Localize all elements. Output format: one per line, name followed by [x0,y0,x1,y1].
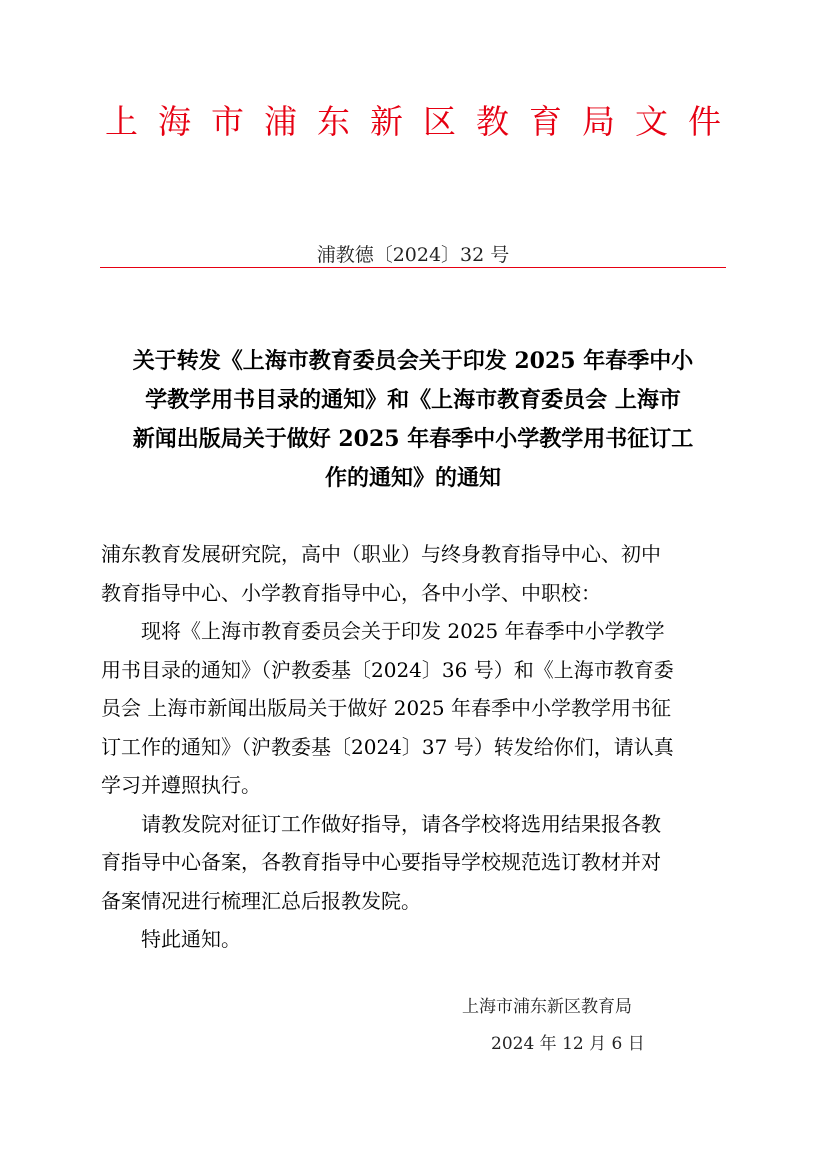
instruction-paragraph [101,805,727,921]
body-line: 用书目录的通知》（沪教委基〔2024〕36 号）和《上海市教育委 [101,657,674,682]
signature-date: 2024 年 12 月 6 日 [491,1034,645,1054]
title-line: 学教学用书目录的通知》和《上海市教育委员会 上海市 [145,387,681,413]
document-title [100,342,726,498]
title-line: 关于转发《上海市教育委员会关于印发 2025 年春季中小 [132,348,694,374]
closing-line: 特此通知。 [141,927,241,951]
issuer-header: 上海市浦东新区教育局文件 [105,102,741,141]
title-line: 作的通知》的通知 [324,465,501,491]
body-line: 育指导中心备案，各教育指导中心要指导学校规范选订教材并对 [101,850,661,874]
body-line: 备案情况进行梳理汇总后报教发院。 [101,888,421,913]
document-number: 浦教德〔2024〕32 号 [316,244,510,266]
red-divider-rule [100,267,726,268]
body-line: 订工作的通知》（沪教委基〔2024〕37 号）转发给你们，请认真 [101,734,674,759]
body-line: 学习并遵照执行。 [101,773,261,797]
body-line: 请教发院对征订工作做好指导，请各学校将选用结果报各教 [141,811,661,836]
title-line: 新闻出版局关于做好 2025 年春季中小学教学用书征订工 [132,426,694,452]
closing-paragraph [101,920,727,959]
body-line: 浦东教育发展研究院，高中（职业）与终身教育指导中心、初中 [101,542,661,566]
signature-org: 上海市浦东新区教育局 [462,997,632,1017]
addressee-paragraph [101,535,727,612]
forwarding-paragraph [101,612,727,805]
body-line: 员会 上海市新闻出版局关于做好 2025 年春季中小学教学用书征 [101,696,671,720]
document-body [101,535,727,959]
body-line: 教育指导中心、小学教育指导中心，各中小学、中职校： [101,580,601,605]
body-line: 现将《上海市教育委员会关于印发 2025 年春季中小学教学 [141,619,665,643]
